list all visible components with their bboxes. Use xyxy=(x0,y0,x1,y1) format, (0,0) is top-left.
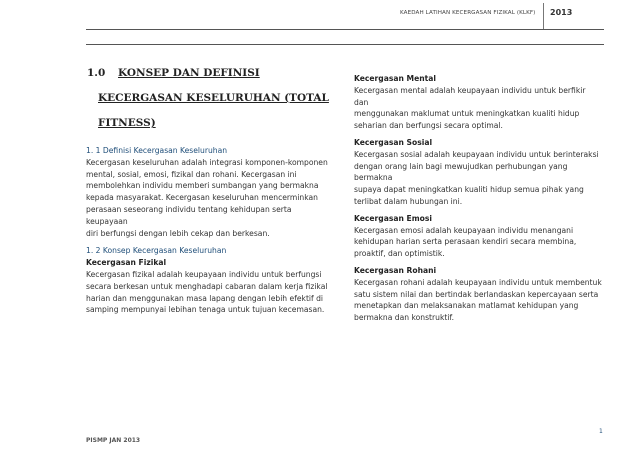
heading-emotional-fitness: Kecergasan Emosi xyxy=(354,213,432,223)
paragraph-line: terlibat dalam hubungan ini. xyxy=(354,196,463,206)
paragraph-line: menetapkan dan melaksanakan matlamat kehidupan yang xyxy=(354,301,579,311)
paragraph-line: Kecergasan rohani adalah keupayaan individu untuk membentuk xyxy=(354,277,602,287)
heading-concept: 1. 2 Konsep Kecergasan Keseluruhan xyxy=(86,246,227,256)
paragraph-line: supaya dapat meningkatkan kualiti hidup semua pihak yang xyxy=(354,185,584,195)
paragraph-line: dengan orang lain bagi mewujudkan perhubungan yang bermakna xyxy=(354,161,568,183)
section-title-line3: FITNESS) xyxy=(98,117,156,129)
paragraph-line: menggunakan maklumat untuk meningkatkan kualiti hidup xyxy=(354,109,580,119)
paragraph-line: Kecergasan emosi adalah keupayaan individu menangani xyxy=(354,225,574,235)
paragraph-line: perasaan seseorang individu tentang kehidupan serta keupayaan xyxy=(86,204,292,226)
paragraph-line: satu sistem nilai dan bertindak berlandaskan kepercayaan serta xyxy=(354,289,599,299)
header-rule-top xyxy=(86,29,604,30)
paragraph-line: Kecergasan fizikal adalah keupayaan individu untuk berfungsi xyxy=(86,269,322,279)
left-column xyxy=(86,145,334,316)
paragraph-line: secara berkesan untuk menghadapi cabaran dalam kerja fizikal xyxy=(86,281,328,291)
heading-mental-fitness: Kecergasan Mental xyxy=(354,74,437,83)
paragraph-line: Kecergasan sosial adalah keupayaan individu untuk berinteraksi xyxy=(354,149,599,159)
paragraph-line: kehidupan harian serta perasaan kendiri secara membina, xyxy=(354,237,577,247)
paragraph-line: Kecergasan keseluruhan adalah integrasi komponen-komponen xyxy=(86,157,328,167)
page-number: 1 xyxy=(599,428,603,435)
paragraph-line: bermakna dan konstruktif. xyxy=(354,313,454,323)
section-title-line2: KECERGASAN KESELURUHAN (TOTAL xyxy=(98,92,329,104)
paragraph-line: samping mempunyai lebihan tenaga untuk tujuan kecemasan. xyxy=(86,305,325,315)
heading-definition: 1. 1 Definisi Kecergasan Keseluruhan xyxy=(86,146,228,155)
running-header: KAEDAH LATIHAN KECERGASAN FIZIKAL (KLKF) xyxy=(400,10,536,16)
section-title-line1: KONSEP DAN DEFINISI xyxy=(118,67,260,79)
paragraph-line: membolehkan individu memberi sumbangan yang bermakna xyxy=(86,181,319,191)
header-divider xyxy=(543,3,544,29)
paragraph-line: seharian dan berfungsi secara optimal. xyxy=(354,121,503,131)
paragraph-line: diri berfungsi dengan lebih cekap dan berkesan. xyxy=(86,228,270,238)
right-column xyxy=(354,73,602,324)
header-rule-bottom xyxy=(86,44,604,45)
paragraph-line: mental, sosial, emosi, fizikal dan rohani. Kecergasan ini xyxy=(86,169,297,179)
paragraph-line: proaktif, dan optimistik. xyxy=(354,249,445,259)
paragraph-line: harian dan menggunakan masa lapang dengan lebih efektif di xyxy=(86,293,324,303)
paragraph-line: kepada masyarakat. Kecergasan keseluruhan mencerminkan xyxy=(86,193,318,203)
section-number: 1.0 xyxy=(87,67,106,79)
heading-physical-fitness: Kecergasan Fizikal xyxy=(86,258,167,268)
footer-label: PISMP JAN 2013 xyxy=(86,437,141,444)
paragraph-line: Kecergasan mental adalah keupayaan individu untuk berfikir dan xyxy=(354,85,586,107)
heading-social-fitness: Kecergasan Sosial xyxy=(354,137,433,147)
heading-spiritual-fitness: Kecergasan Rohani xyxy=(354,265,437,275)
header-year: 2013 xyxy=(550,8,573,17)
